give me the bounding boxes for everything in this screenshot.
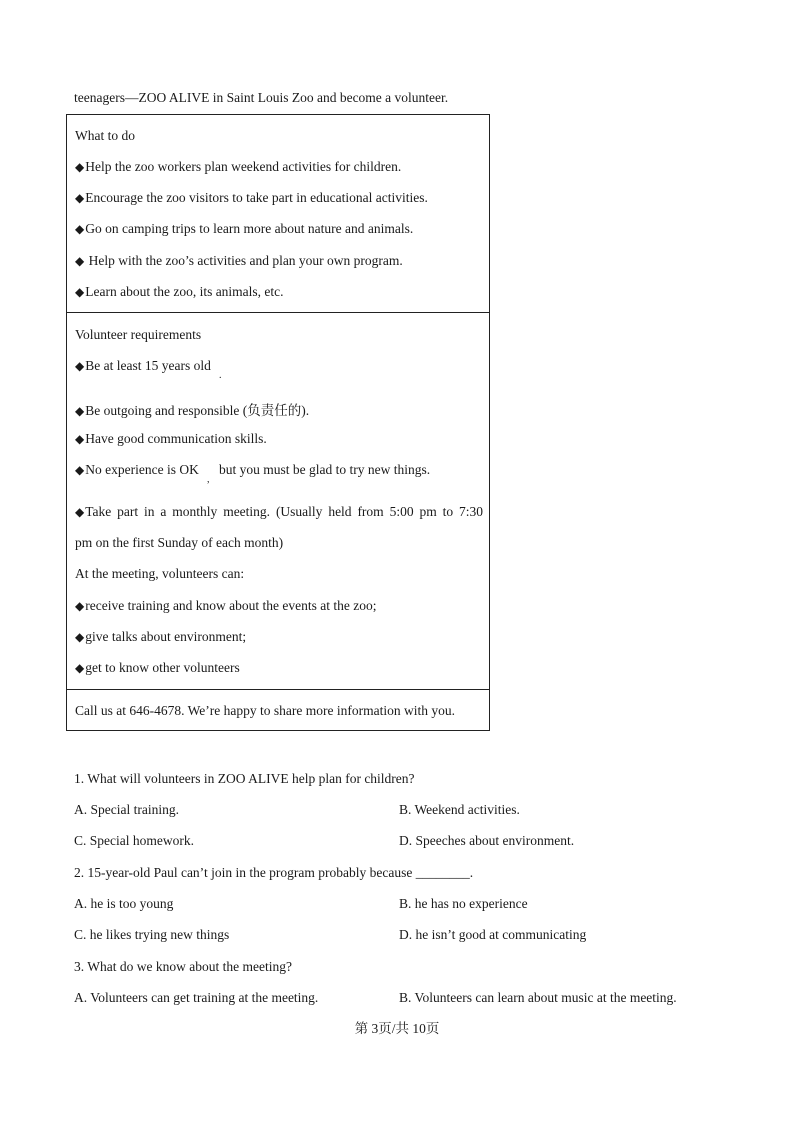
diamond-bullet-icon: ◆	[75, 191, 85, 205]
contact-box	[66, 689, 490, 731]
meeting-word: held	[328, 504, 352, 519]
section-heading: What to do	[75, 128, 135, 143]
meeting-word: Take	[85, 504, 112, 519]
option: B. Weekend activities.	[399, 802, 520, 817]
meeting-word: pm	[419, 504, 437, 519]
meeting-line	[75, 504, 483, 520]
diamond-bullet-icon: ◆	[75, 359, 85, 373]
question-stem: 2. 15-year-old Paul can’t join in the program probably because ________.	[74, 865, 474, 880]
diamond-bullet-icon: ◆	[75, 505, 85, 519]
list-item: ◆Be outgoing and responsible (负责任的).	[75, 403, 310, 418]
diamond-bullet-icon: ◆	[75, 599, 85, 613]
diamond-bullet-icon: ◆	[75, 285, 85, 299]
list-item: ◆ Help with the zoo’s activities and plan your own program.	[75, 253, 403, 268]
diamond-bullet-icon: ◆	[75, 254, 85, 268]
list-item: ◆Have good communication skills.	[75, 431, 267, 446]
list-item: ◆Be at least 15 years old	[75, 358, 211, 373]
diamond-bullet-icon: ◆	[75, 630, 85, 644]
list-item-continuation: but you must be glad to try new things.	[219, 462, 431, 477]
list-item: ◆receive training and know about the events at the zoo;	[75, 598, 377, 613]
list-item: ◆Encourage the zoo visitors to take part in educational activities.	[75, 190, 428, 205]
diamond-bullet-icon: ◆	[75, 432, 85, 446]
section-heading: Volunteer requirements	[75, 327, 202, 342]
diamond-bullet-icon: ◆	[75, 463, 85, 477]
stray-comma: ,	[207, 474, 210, 485]
meeting-word: a	[160, 504, 167, 519]
diamond-bullet-icon: ◆	[75, 661, 85, 675]
meeting-word: to	[442, 504, 454, 519]
list-item: ◆Go on camping trips to learn more about nature and animals.	[75, 221, 414, 236]
list-item: ◆get to know other volunteers	[75, 660, 240, 675]
option: A. Special training.	[74, 802, 179, 817]
meeting-word: 5:00	[389, 504, 414, 519]
what-to-do-box	[66, 114, 490, 313]
question-stem: 1. What will volunteers in ZOO ALIVE help plan for children?	[74, 771, 415, 786]
contact-text: Call us at 646-4678. We’re happy to share more information with you.	[75, 703, 455, 718]
meeting-word: in	[144, 504, 155, 519]
requirements-box	[66, 312, 490, 690]
diamond-bullet-icon: ◆	[75, 404, 85, 418]
option: B. he has no experience	[399, 896, 528, 911]
option: C. he likes trying new things	[74, 927, 230, 942]
option: D. Speeches about environment.	[399, 833, 575, 848]
question-stem: 3. What do we know about the meeting?	[74, 959, 292, 974]
meeting-intro: At the meeting, volunteers can:	[75, 566, 245, 581]
list-item: ◆No experience is OK	[75, 462, 199, 477]
option: B. Volunteers can learn about music at the meeting.	[399, 990, 677, 1005]
meeting-first-word	[75, 504, 111, 520]
meeting-word: meeting.	[223, 504, 271, 519]
meeting-word: monthly	[172, 504, 218, 519]
page-number: 第 3页/共 10页	[354, 1021, 440, 1036]
meeting-word: from	[357, 504, 384, 519]
meeting-word: (Usually	[275, 504, 323, 519]
meeting-word: part	[117, 504, 139, 519]
option: D. he isn’t good at communicating	[399, 927, 587, 942]
diamond-bullet-icon: ◆	[75, 160, 85, 174]
meeting-word: 7:30	[458, 504, 483, 519]
list-item: ◆Learn about the zoo, its animals, etc.	[75, 284, 284, 299]
option: A. he is too young	[74, 896, 174, 911]
list-item: ◆give talks about environment;	[75, 629, 247, 644]
list-item: ◆Help the zoo workers plan weekend activities for children.	[75, 159, 402, 174]
meeting-line-2: pm on the first Sunday of each month)	[75, 535, 284, 550]
option: A. Volunteers can get training at the meeting.	[74, 990, 319, 1005]
intro-text: teenagers—ZOO ALIVE in Saint Louis Zoo and become a volunteer.	[74, 90, 449, 105]
option: C. Special homework.	[74, 833, 194, 848]
stray-mark: .	[219, 370, 222, 381]
diamond-bullet-icon: ◆	[75, 222, 85, 236]
